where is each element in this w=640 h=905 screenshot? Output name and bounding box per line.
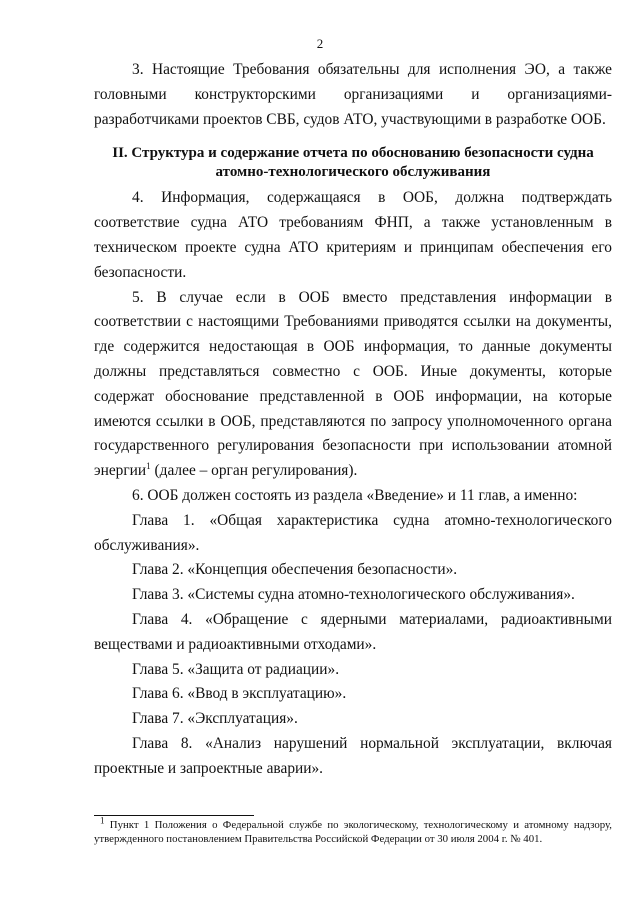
chapter-6: Глава 6. «Ввод в эксплуатацию». bbox=[132, 685, 347, 703]
paragraph-5-text: 5. В случае если в ООБ вместо представления информации в соответствии с настоящими Требованиями приводятся ссылки на документы, где содержится недостающая в ООБ информация, то данные документы должны представляться совместно с ООБ. Иные документы, которые содержат обоснование представленной в ООБ информации, на которые имеются ссылки в ООБ, представляются по запросу уполномоченного органа государственного регулирования безопасности при использовании атомной энергии bbox=[94, 288, 612, 480]
chapter-8: Глава 8. «Анализ нарушений нормальной эксплуатации, включая проектные и запроектные аварии». bbox=[94, 734, 612, 777]
section-heading: II. Структура и содержание отчета по обоснованию безопасности судна атомно-технологического обслуживания bbox=[112, 145, 594, 181]
footnote-reference: 1 bbox=[146, 461, 151, 472]
footnote-text: Пункт 1 Положения о Федеральной службе по экологическому, технологическому и атомному надзору, утвержденного постановлением Правительства Российской Федерации от 30 июля 2004 г. № 401. bbox=[94, 819, 612, 845]
footnote bbox=[94, 815, 612, 846]
footnote-divider bbox=[94, 815, 254, 816]
paragraph-6: 6. ООБ должен состоять из раздела «Введение» и 11 глав, а именно: bbox=[132, 486, 578, 504]
chapter-5: Глава 5. «Защита от радиации». bbox=[132, 660, 340, 678]
chapter-1: Глава 1. «Общая характеристика судна атомно-технологического обслуживания». bbox=[94, 511, 612, 554]
paragraph-3: 3. Настоящие Требования обязательны для исполнения ЭО, а также головными конструкторскими организациями и организациями-разработчиками проектов СВБ, судов АТО, участвующими в разработке ООБ. bbox=[94, 61, 612, 128]
paragraph-4: 4. Информация, содержащаяся в ООБ, должна подтверждать соответствие судна АТО требованиям ФНП, а также установленным в техническом проекте судна АТО критериям и принципам обеспечения его безопасности. bbox=[94, 189, 612, 281]
chapter-2: Глава 2. «Концепция обеспечения безопасности». bbox=[132, 561, 458, 579]
paragraph-5 bbox=[94, 286, 612, 484]
footnote-marker: 1 bbox=[100, 815, 105, 826]
chapter-3: Глава 3. «Системы судна атомно-технологического обслуживания». bbox=[132, 586, 575, 604]
document-body bbox=[94, 58, 612, 782]
page-number: 2 bbox=[316, 36, 324, 51]
paragraph-5-tail: (далее – орган регулирования). bbox=[150, 462, 358, 480]
chapter-4: Глава 4. «Обращение с ядерными материалами, радиоактивными веществами и радиоактивными отходами». bbox=[94, 610, 612, 653]
chapter-7: Глава 7. «Эксплуатация». bbox=[132, 710, 298, 728]
